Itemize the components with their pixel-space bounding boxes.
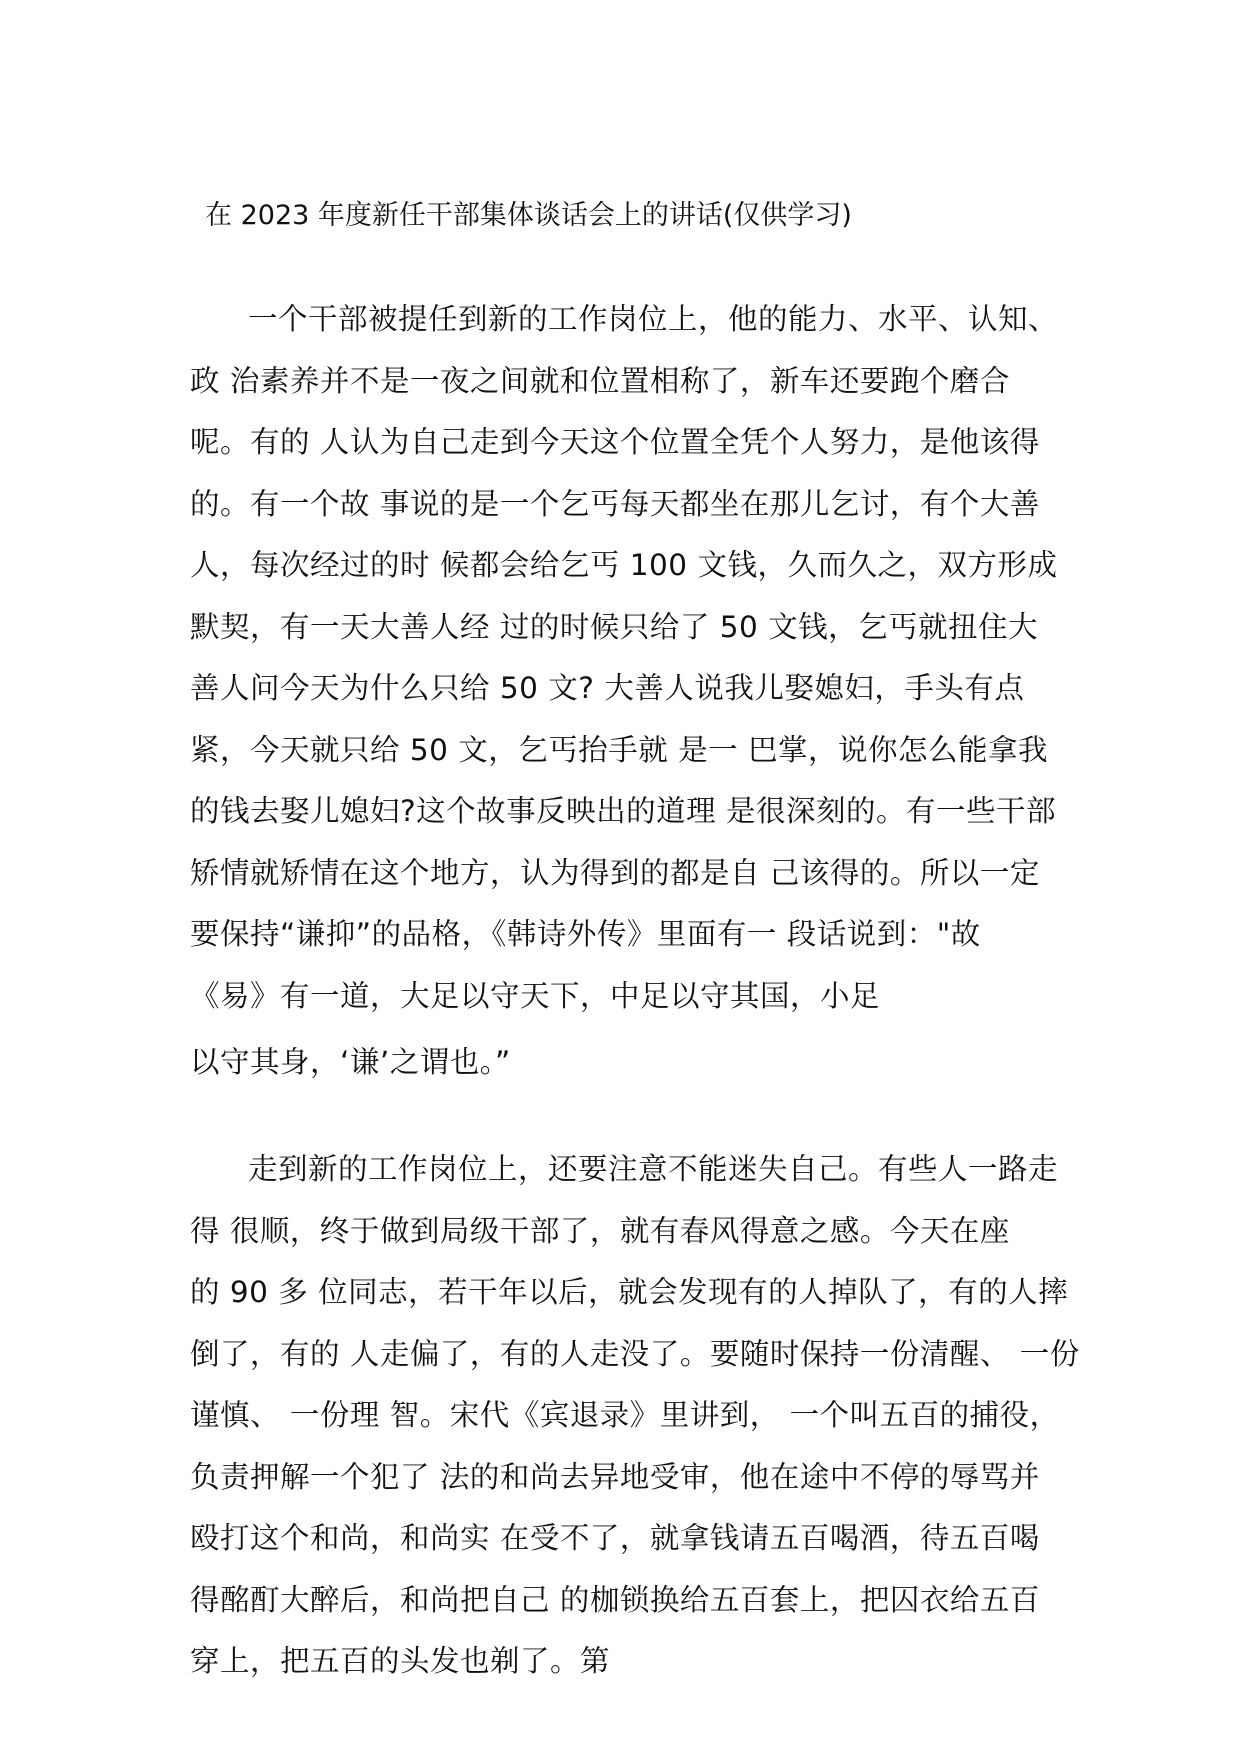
paragraph-line: 以守其身，‘谦’之谓也。” — [190, 1045, 511, 1079]
paragraph-line: 得酩酊大醉后，和尚把自己 的枷锁换给五百套上，把囚衣给五百 — [190, 1582, 1040, 1617]
paragraph-line: 政 治素养并不是一夜之间就和位置相称了，新车还要跑个磨合 — [190, 363, 1010, 398]
paragraph-line: 矫情就矫情在这个地方，认为得到的都是自 己该得的。所以一定 — [190, 855, 1040, 890]
paragraph-line: 紧，今天就只给 50 文，乞丐抬手就 是一 巴掌，说你怎么能拿我 — [190, 732, 1049, 767]
paragraph-1-tail — [190, 1032, 1062, 1094]
paragraph-line: 人，每次经过的时 候都会给乞丐 100 文钱，久而久之，双方形成 — [190, 548, 1058, 582]
paragraph-line: 的钱去娶儿媳妇?这个故事反映出的道理 是很深刻的。有一些干部 — [190, 794, 1057, 828]
paragraph-line: 得 很顺，终于做到局级干部了，就有春风得意之感。今天在座 — [190, 1213, 1010, 1248]
paragraph-2 — [190, 1139, 1080, 1693]
paragraph-line: 倒了，有的 人走偏了，有的人走没了。要随时保持一份清醒、 一份 — [190, 1336, 1080, 1371]
paragraph-line: 善人问今天为什么只给 50 文? 大善人说我儿娶媳妇，手头有点 — [190, 671, 1025, 705]
paragraph-line: 谨慎、 一份理 智。宋代《宾退录》里讲到， 一个叫五百的捕役， — [190, 1398, 1060, 1432]
paragraph-line: 《易》有一道，大足以守天下，中足以守其国，小足 — [190, 978, 881, 1013]
paragraph-line: 要保持“谦抑”的品格，《韩诗外传》里面有一 段话说到："故 — [190, 917, 981, 951]
paragraph-line: 穿上，把五百的头发也剃了。第 — [190, 1644, 611, 1678]
paragraph-line: 的。有一个故 事说的是一个乞丐每天都坐在那儿乞讨，有个大善 — [190, 486, 1040, 521]
paragraph-1 — [190, 289, 1062, 1027]
paragraph-line: 一个干部被提任到新的工作岗位上，他的能力、水平、认知、 — [248, 302, 1059, 336]
paragraph-line: 默契，有一天大善人经 过的时候只给了 50 文钱，乞丐就扭住大 — [190, 609, 1039, 644]
paragraph-line: 殴打这个和尚，和尚实 在受不了，就拿钱请五百喝酒，待五百喝 — [190, 1521, 1040, 1555]
document-title: 在 2023 年度新任干部集体谈话会上的讲话(仅供学习) — [205, 200, 852, 231]
paragraph-line: 走到新的工作岗位上，还要注意不能迷失自己。有些人一路走 — [248, 1152, 1059, 1186]
paragraph-line: 呢。有的 人认为自己走到今天这个位置全凭个人努力，是他该得 — [190, 425, 1040, 459]
paragraph-line: 的 90 多 位同志，若干年以后，就会发现有的人掉队了，有的人摔 — [190, 1275, 1069, 1309]
paragraph-line: 负责押解一个犯了 法的和尚去异地受审，他在途中不停的辱骂并 — [190, 1459, 1040, 1494]
